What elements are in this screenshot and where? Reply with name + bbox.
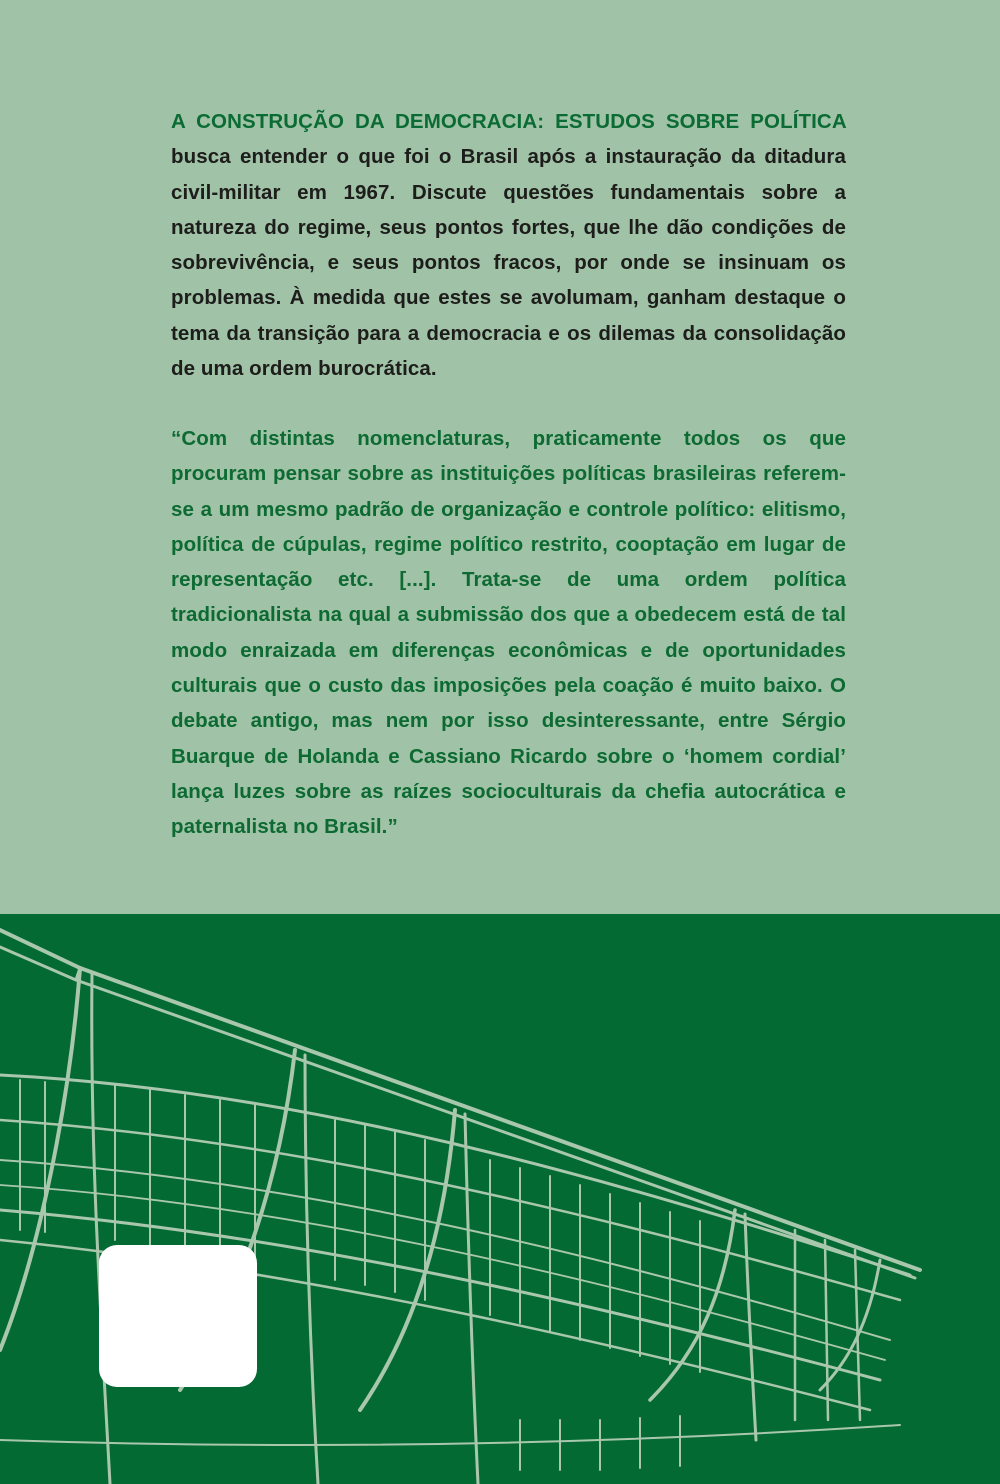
building-sketch-icon [0,914,1000,1484]
back-cover-blurb [171,104,846,386]
back-cover-quote: “Com distintas nomenclaturas, praticamente todos os que procuram pensar sobre as instituições políticas brasileiras referem-se a um mesmo padrão de organização e controle político: elitismo, política de cúpulas, regime político restrito, cooptação em lugar de representação etc. [...]. Trata-se de uma ordem política tradicionalista na qual a submissão dos que a obedecem está de tal modo enraizada em diferenças econômicas e de oportunidades culturais que o custo das imposições pela coação é muito baixo. O debate antigo, mas nem por isso desinteressante, entre Sérgio Buarque de Holanda e Cassiano Ricardo sobre o ‘homem cordial’ lança luzes sobre as raízes socioculturais da chefia autocrática e paternalista no Brasil.” [171,427,846,839]
barcode-placeholder [99,1245,257,1387]
book-title: A CONSTRUÇÃO DA DEMOCRACIA: ESTUDOS SOBRE POLÍTICA [171,110,846,133]
blurb-text: busca entender o que foi o Brasil após a instauração da ditadura civil-militar em 1967. Discute questões fundamentais sobre a natureza do regime, seus pontos fortes, que lhe dão condições de sobrevivência, e seus pontos fracos, por onde se insinuam os problemas. À medida que estes se avolumam, ganham destaque o tema da transição para a democracia e os dilemas da consolidação de uma ordem burocrática. [171,145,846,381]
illustration-panel [0,914,1000,1484]
